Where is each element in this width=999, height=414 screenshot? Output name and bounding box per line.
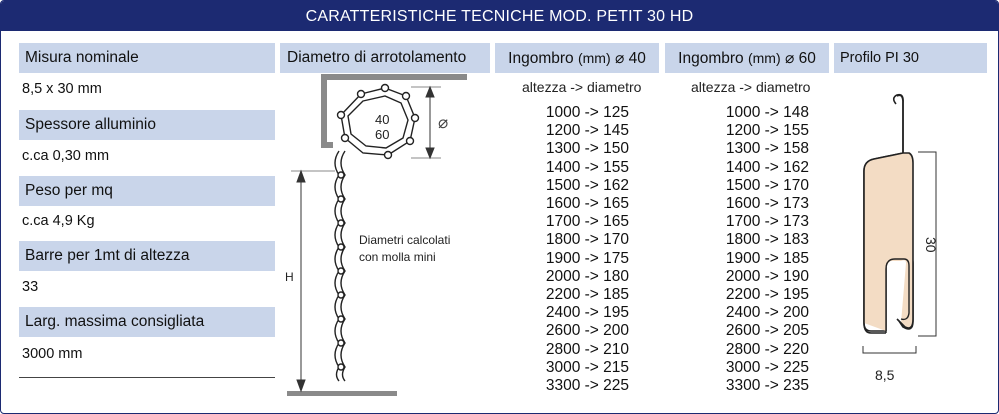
spec-value-spessore: c.ca 0,30 mm	[22, 148, 110, 164]
ingombro-60-header-title: Ingombro	[678, 50, 744, 67]
ingombro-40-subheader: altezza -> diametro	[522, 79, 642, 95]
table-row: 2600 -> 200	[545, 322, 629, 340]
coil-diameter-60: 60	[375, 127, 390, 142]
ingombro-60-subheader: altezza -> diametro	[691, 79, 811, 95]
table-row: 3300 -> 225	[545, 377, 629, 395]
table-row: 1500 -> 162	[545, 176, 629, 194]
table-row: 1400 -> 155	[545, 158, 629, 176]
table-row: 1000 -> 148	[725, 104, 809, 121]
table-row: 1300 -> 150	[545, 140, 629, 158]
table-row: 3000 -> 215	[545, 358, 629, 376]
profile-width-dim: 8,5	[875, 367, 895, 383]
sheet-title: CARATTERISTICHE TECNICHE MOD. PETIT 30 HD	[1, 1, 998, 31]
spec-value-barre: 33	[22, 279, 39, 295]
spec-value-peso: c.ca 4,9 Kg	[22, 213, 95, 229]
spec-label-misura: Misura nominale	[19, 43, 275, 73]
table-row: 2000 -> 190	[725, 267, 809, 285]
table-row: 1600 -> 173	[725, 195, 809, 213]
table-row: 1500 -> 170	[725, 176, 809, 194]
spec-label-larghezza: Larg. massima consigliata	[19, 307, 275, 337]
diametro-header: Diametro di arrotolamento	[280, 43, 490, 73]
table-row: 1800 -> 170	[545, 231, 629, 249]
spec-label-spessore: Spessore alluminio	[19, 110, 275, 140]
table-row: 1300 -> 158	[725, 140, 809, 158]
table-row: 1400 -> 162	[725, 158, 809, 176]
table-row: 3300 -> 235	[725, 377, 809, 395]
table-row: 3000 -> 225	[725, 358, 809, 376]
diametro-note-line1: Diametri calcolati	[359, 233, 451, 247]
table-row: 1200 -> 155	[725, 122, 809, 140]
table-row: 2800 -> 210	[545, 340, 629, 358]
table-row: 2400 -> 195	[545, 304, 629, 322]
table-row: 1700 -> 173	[725, 213, 809, 231]
table-row: 1600 -> 165	[545, 195, 629, 213]
diameter-symbol-icon: ⌀	[438, 113, 449, 132]
table-row: 2400 -> 200	[725, 304, 809, 322]
table-row: 1200 -> 145	[545, 122, 629, 140]
table-row: 1800 -> 183	[725, 231, 809, 249]
spec-value-larghezza: 3000 mm	[22, 346, 83, 362]
height-label: H	[285, 270, 294, 284]
profile-drawing	[1, 1, 999, 414]
ingombro-60-header-unit: (mm)	[747, 50, 781, 66]
table-row: 2000 -> 180	[545, 267, 629, 285]
table-row: 2200 -> 185	[545, 286, 629, 304]
ingombro-40-header-diameter: ⌀ 40	[614, 50, 646, 67]
table-row: 1900 -> 185	[725, 249, 809, 267]
spec-label-peso: Peso per mq	[19, 176, 275, 206]
coil-diameter-40: 40	[375, 112, 390, 127]
ingombro-40-header-title: Ingombro	[508, 50, 574, 67]
table-row: 2200 -> 195	[725, 286, 809, 304]
diametro-note-line2: con molla mini	[359, 250, 436, 264]
ingombro-40-header-unit: (mm)	[577, 50, 611, 66]
table-row: 1000 -> 125	[545, 104, 629, 121]
table-row: 1700 -> 165	[545, 213, 629, 231]
spec-label-barre: Barre per 1mt di altezza	[19, 241, 275, 271]
profilo-header: Profilo PI 30	[834, 43, 987, 73]
table-row: 2600 -> 205	[725, 322, 809, 340]
table-row: 1900 -> 175	[545, 249, 629, 267]
table-row: 2800 -> 220	[725, 340, 809, 358]
profile-height-dim: 30	[923, 237, 939, 253]
ingombro-60-header-diameter: ⌀ 60	[784, 50, 816, 67]
spec-value-misura: 8,5 x 30 mm	[22, 81, 102, 97]
